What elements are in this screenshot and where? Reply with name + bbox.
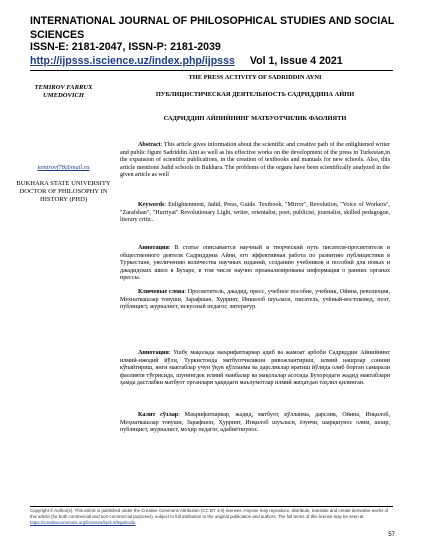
abstract-en [120, 142, 390, 180]
abstract-uz [120, 350, 390, 388]
abstract-en-text: : This article gives information about the scientific and creative path of the enlightened writer and public figure Sadriddin Aini as well as his effective works on the development of the press in Turkestan,in the expansion of scientific publications, in the creation of textbooks and manuals for new schools. Also, this article mentions Jadid schools in Bukhara. The problems of the organs have been scientifically analyzed in the given article as well [120, 142, 390, 178]
keywords-uz-text: : Маърифатпарвар, жадид, матбуот, қўлланма, дарслик, Ойина, Инқилоб, Меҳнаткашлар товуши, Зарафшон, Ҳуррият, Инқилоб шуъласи, ёзувчи, шарқшунос олим, шоир, публицист, журналист, моҳир педагог, адабиётшунос. [120, 412, 390, 433]
abstract-ru-text: : В статье описывается научный и творческий путь писателя-просветителя и общественного деятеля Садриддина Айни, его эффективная работа по развитию публицистики в Туркестане, увеличению количества научных изданий, созданию учебников и пособий для новых и джадидских школ в Бухаре, в том числе научно проанализированы информация о ранних органах прессы. [120, 245, 390, 281]
header-rule [30, 70, 393, 71]
license-text: Copyright © Author(s). This article is published under the Creative Commons Attribution (CC BY 4.0) licenses. Anyone may reproduce, distribute, translate and create derivative works of this article (for both commercial and non-commercial purposes), subject to full attribution to the original publication and authors. The full terms of this license may be seen at [30, 508, 389, 519]
abstract-ru-label: Аннотация [138, 245, 169, 251]
volume-issue: Vol 1, Issue 4 2021 [249, 55, 343, 67]
issn-line: ISSN-E: 2181-2047, ISSN-P: 2181-2039 [30, 41, 221, 53]
author-name: TEMIROV FARRUX UMEDOVICH [34, 84, 93, 100]
journal-title: INTERNATIONAL JOURNAL OF PHILOSOPHICAL STUDIES AND SOCIAL SCIENCES [30, 15, 395, 41]
title-en: THE PRESS ACTIVITY OF SADRIDDIN AYNI [188, 74, 322, 81]
page-number: 57 [388, 532, 395, 538]
keywords-ru-label: Ключевые слова [138, 289, 185, 295]
abstract-ru [120, 245, 390, 283]
keywords-en-text: : Enlightenment, Jadid, Press, Guide. Textbook, "Mirror", Revolution, "Voice of Workers", "Zarafshan", "Hurriyat" Revolutionary Light, writer, orientalist, poet, publicist, journalist, skilled pedagogue, literary critic. [120, 202, 390, 223]
footer-rule [30, 506, 393, 507]
keywords-ru-text: : Просветитель, джадид, пресс, учебное пособие, учебник, Ойина, революция, Мехнаткашлар товуши, Зарафшан, Хуррият, Инкилоб шуъласи, писатель, учёный-востоковед, поэт, публицист, журналист, искусный педагог, литератур. [120, 289, 390, 310]
keywords-uz [120, 412, 390, 435]
title-uz: САДРИДДИН АЙНИЙНИНГ МАТБУОТЧИЛИК ФАОЛИЯТИ [163, 115, 347, 122]
abstract-uz-text: : Ушбу мақолада маърифатпарвар адиб ва жамоат арбоби Садриддин Айнийнинг илмий-ижодий йўли, Туркистонда матбуотчиликни ривожлантириш, илмий нашрлар сонини кўпайтириш, янги мактаблар учун ўқув қўлланма ва дарсликлар яратиш йўлида олиб борган самарали фаолияти тўғрисида, шунингдек илмий манбалар ва мақолалар асосида Бухородаги жадид мактаблари ҳамда дастлабки матбуот органлари ҳақидаги маълумотлар илмий жиҳатдан таҳлил қилинган. [120, 350, 390, 386]
keywords-en-label: Keywords [138, 202, 165, 208]
license-footer [30, 508, 393, 526]
keywords-ru [120, 289, 390, 312]
license-link[interactable]: https://creativecommons.org/licenses/by/4.0/legalcode [30, 520, 136, 525]
title-ru: ПУБЛИЦИСТИЧЕСКАЯ ДЕЯТЕЛЬНОСТЬ САДРИДДИНА АЙНИ [155, 91, 355, 98]
url-line [30, 55, 400, 68]
abstract-uz-label: Аннотация [138, 350, 169, 356]
journal-link[interactable]: http://ijpsss.iscience.uz/index.php/ijpsss [30, 55, 235, 67]
author-email[interactable]: temirovf78@mail.ru [37, 164, 90, 171]
abstract-en-label: Abstract [138, 142, 161, 148]
keywords-uz-label: Калит сўзлар [138, 412, 179, 418]
author-affiliation: BUKHARA STATE UNIVERSITY DOCTOR OF PHILOSOPHY IN HISTORY (PHD) [16, 180, 111, 204]
keywords-en [120, 202, 390, 225]
